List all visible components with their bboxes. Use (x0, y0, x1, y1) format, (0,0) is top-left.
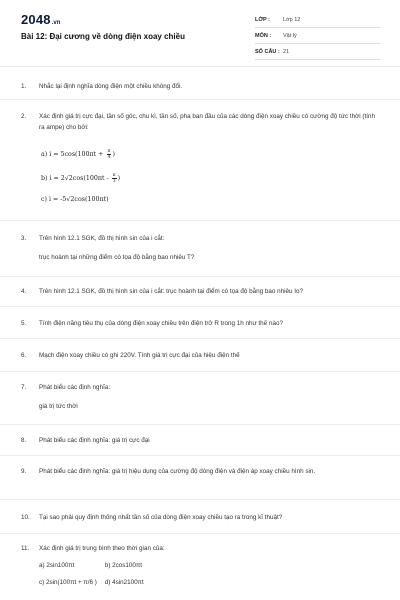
formula-a (41, 149, 115, 160)
fraction (107, 149, 115, 160)
question-text: Phát biểu các định nghĩa: (39, 384, 111, 391)
meta-value: Vật lý (283, 33, 297, 39)
question-number: 3. (21, 235, 27, 242)
question-number: 4. (21, 288, 27, 295)
option-b: b) 2cos100πt (104, 562, 142, 569)
question-text: Xác định giá trị trung bình theo thời gian của: (39, 545, 165, 552)
options-row (39, 560, 381, 571)
divider (0, 306, 400, 307)
divider (0, 533, 400, 534)
question-9 (21, 466, 381, 477)
fraction-den: 4 (107, 155, 111, 160)
question-text: Trên hình 12.1 SGK, đồ thị hình sin của i cắt: trục hoành tại điểm có tọa độ bằng bao nhiêu Io? (39, 288, 304, 295)
site-logo[interactable] (21, 12, 60, 27)
divider (0, 220, 400, 221)
options-row (39, 577, 381, 588)
divider (0, 455, 400, 456)
meta-value: 21 (283, 49, 290, 55)
question-text: Xác định giá trị cực đại, tần số góc, chu kì, tần số, pha ban đầu của các dòng điện xoay chiều có cường độ tức thời (tính ra ampe) cho bởi: (39, 113, 375, 131)
formula-c: c) i = -5√2cos(100πt) (41, 196, 109, 203)
divider (0, 424, 400, 425)
question-8 (21, 435, 381, 446)
question-number: 8. (21, 437, 27, 444)
divider (0, 371, 400, 372)
meta-class (255, 13, 380, 28)
lesson-title: Bài 12: Đại cương về dòng điện xoay chiều (21, 32, 185, 41)
question-number: 9. (21, 468, 27, 475)
question-number: 6. (21, 352, 27, 359)
question-10 (21, 512, 381, 523)
question-text: Nhắc lại định nghĩa dòng điện một chiều không đổi. (39, 83, 183, 90)
question-text: Tính điện năng tiêu thụ của dòng điện xoay chiều trên điện trở R trong 1h như thế nào? (39, 320, 283, 327)
question-number: 5. (21, 320, 27, 327)
formula-a-post: ) (112, 151, 115, 158)
question-3 (21, 233, 381, 263)
question-number: 11. (21, 545, 30, 552)
meta-count (255, 45, 380, 60)
formula-b (41, 173, 120, 184)
fraction-den: 3 (112, 179, 116, 184)
fraction-num: π (107, 149, 111, 154)
divider (0, 338, 400, 339)
question-7 (21, 382, 381, 412)
question-text: Mạch điện xoay chiều có ghi 220V. Tính giá trị cực đại của hiệu điện thế (39, 352, 240, 359)
formula-b-post: ) (117, 175, 121, 182)
question-text: Trên hình 12.1 SGK, đồ thị hình sin của i cắt: (39, 235, 165, 242)
header-divider (0, 66, 400, 67)
option-a: a) 2sin100πt (39, 562, 75, 569)
page-header (0, 0, 400, 68)
meta-value: Lớp 12 (283, 17, 301, 23)
meta-label: SỐ CÂU : (255, 49, 280, 55)
formula-b-pre: b) i = 2√2cos(100πt - (41, 175, 111, 182)
question-1 (21, 81, 381, 92)
question-number: 2. (21, 113, 27, 120)
question-number: 7. (21, 384, 27, 391)
question-5 (21, 318, 381, 329)
fraction (112, 173, 117, 184)
question-4 (21, 286, 381, 297)
question-text: Tại sao phải quy định thống nhất tần số của dòng điện xoay chiều tạo ra trong kĩ thuật? (39, 514, 283, 521)
fraction-num: π (112, 173, 116, 178)
meta-subject (255, 29, 380, 44)
divider (0, 276, 400, 277)
option-d: d) 4sin2100πt (104, 579, 144, 586)
question-6 (21, 350, 381, 361)
meta-label: MÔN : (255, 33, 272, 39)
question-answer: trục hoành tại những điểm có tọa độ bằng bao nhiêu T? (39, 254, 195, 261)
question-answer: giá trị tức thời (39, 403, 78, 410)
divider (0, 499, 400, 500)
meta-label: LỚP : (255, 17, 270, 23)
formula-a-pre: a) i = 5cos(100πt + (41, 151, 106, 158)
question-text: Phát biểu các định nghĩa: giá trị hiệu dụng của cường độ dòng điện và điện áp xoay chiều hình sin. (39, 468, 316, 475)
question-text: Phát biểu các định nghĩa: giá trị cực đại (39, 437, 150, 444)
logo-main: 2048 (21, 12, 51, 27)
question-11 (21, 543, 381, 588)
divider (0, 99, 400, 100)
logo-suffix: .vn (51, 20, 61, 26)
question-2 (21, 111, 381, 133)
question-number: 10. (21, 514, 30, 521)
question-number: 1. (21, 83, 27, 90)
option-c: c) 2sin(100πt + π/6 ) (39, 579, 97, 586)
